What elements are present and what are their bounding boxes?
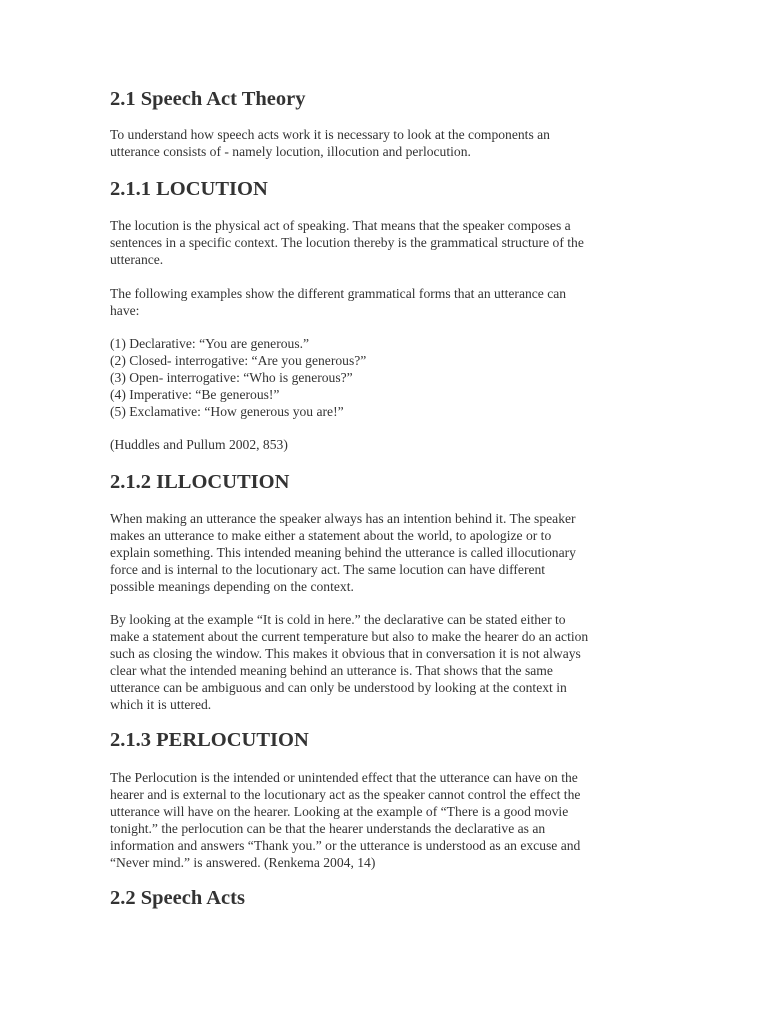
text-line: By looking at the example “It is cold in here.” the declarative can be stated either to: [110, 612, 566, 627]
heading-speech-acts: 2.2 Speech Acts: [110, 887, 245, 909]
text-line: utterance consists of - namely locution, illocution and perlocution.: [110, 144, 471, 159]
heading-locution: 2.1.1 LOCUTION: [110, 178, 268, 200]
text-line: The locution is the physical act of speaking. That means that the speaker composes a: [110, 218, 571, 233]
paragraph-locution-definition: [110, 217, 658, 268]
text-line: To understand how speech acts work it is necessary to look at the components an: [110, 127, 550, 142]
heading-speech-act-theory: 2.1 Speech Act Theory: [110, 88, 306, 110]
text-line: The following examples show the different grammatical forms that an utterance can: [110, 286, 567, 301]
text-line: clear what the intended meaning behind an utterance is. That shows that the same: [110, 663, 553, 678]
text-line: hearer and is external to the locutionary act as the speaker cannot control the effect the: [110, 787, 581, 802]
text-line: tonight.” the perlocution can be that the hearer understands the declarative as an: [110, 821, 546, 836]
text-line: force and is internal to the locutionary act. The same locution can have different: [110, 562, 546, 577]
text-line: such as closing the window. This makes it obvious that in conversation it is not always: [110, 646, 581, 661]
text-line: utterance.: [110, 252, 164, 267]
paragraph-illocution-example: [110, 611, 658, 713]
text-line: When making an utterance the speaker always has an intention behind it. The speaker: [110, 511, 576, 526]
text-line: possible meanings depending on the context.: [110, 579, 354, 594]
paragraph-intro: [110, 126, 658, 160]
text-line: utterance can be ambiguous and can only be understood by looking at the context in: [110, 680, 567, 695]
text-line: explain something. This intended meaning behind the utterance is called illocutionary: [110, 545, 576, 560]
list-grammatical-examples: [110, 335, 658, 420]
citation-huddles-pullum: [110, 436, 658, 453]
list-item: (3) Open- interrogative: “Who is generous?”: [110, 370, 353, 385]
paragraph-illocution-definition: [110, 510, 658, 595]
text-line: The Perlocution is the intended or unintended effect that the utterance can have on the: [110, 770, 578, 785]
text-line: “Never mind.” is answered. (Renkema 2004, 14): [110, 855, 376, 870]
text-line: (Huddles and Pullum 2002, 853): [110, 437, 288, 452]
text-line: information and answers “Thank you.” or the utterance is understood as an excuse and: [110, 838, 581, 853]
list-item: (5) Exclamative: “How generous you are!”: [110, 404, 344, 419]
text-line: which it is uttered.: [110, 697, 212, 712]
list-item: (2) Closed- interrogative: “Are you generous?”: [110, 353, 367, 368]
text-line: make a statement about the current temperature but also to make the hearer do an action: [110, 629, 589, 644]
heading-perlocution: 2.1.3 PERLOCUTION: [110, 729, 309, 751]
list-item: (4) Imperative: “Be generous!”: [110, 387, 280, 402]
text-line: sentences in a specific context. The locution thereby is the grammatical structure of the: [110, 235, 584, 250]
paragraph-perlocution: [110, 769, 658, 871]
text-line: makes an utterance to make either a statement about the world, to apologize or to: [110, 528, 552, 543]
heading-illocution: 2.1.2 ILLOCUTION: [110, 471, 290, 493]
list-item: (1) Declarative: “You are generous.”: [110, 336, 310, 351]
text-line: have:: [110, 303, 140, 318]
text-line: utterance will have on the hearer. Looking at the example of “There is a good movie: [110, 804, 569, 819]
paragraph-locution-examples-intro: [110, 285, 658, 319]
